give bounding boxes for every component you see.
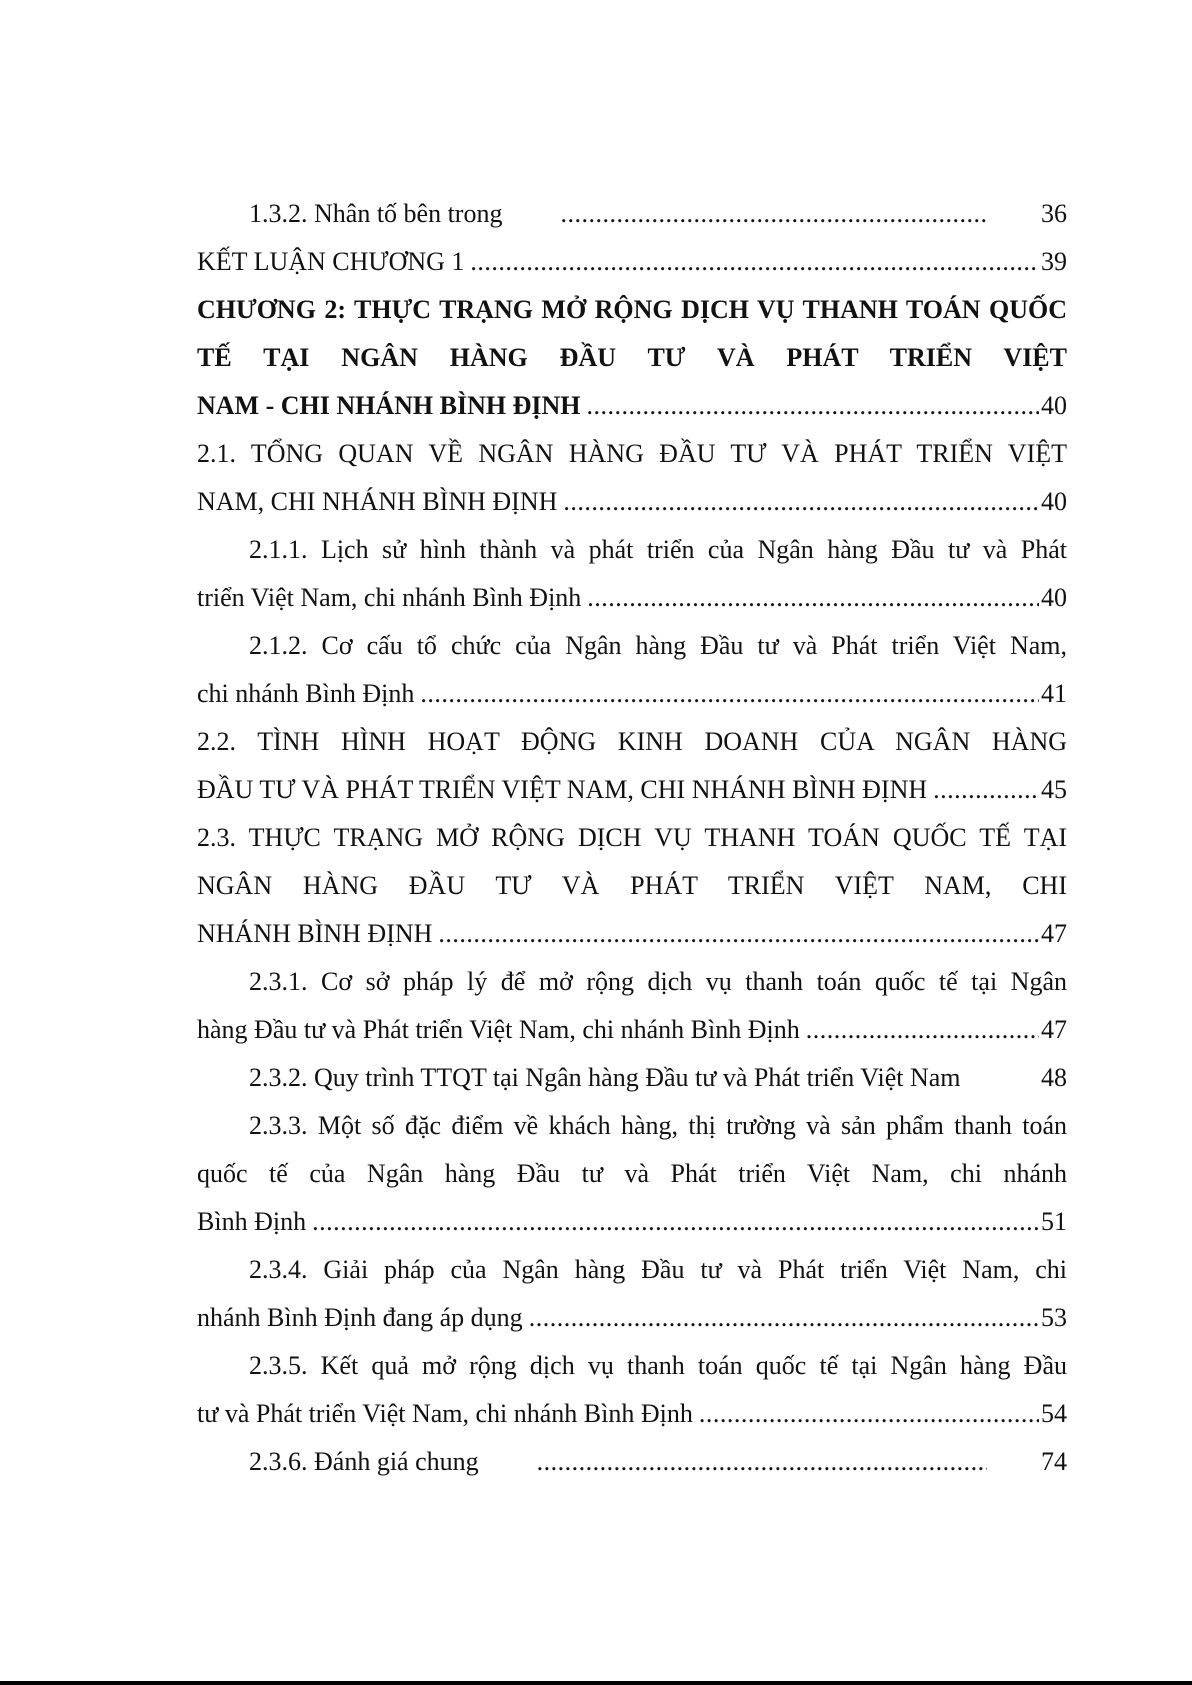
toc-entry-heading-text: [197, 1102, 1067, 1198]
toc-line: CHƯƠNG 2: THỰC TRẠNG MỞ RỘNG DỊCH VỤ THANH TOÁN: [197, 295, 981, 324]
toc-line: toán quốc tế của Ngân hàng Đầu tư và Phát triển Việt Nam, chi nhánh: [197, 1111, 1068, 1188]
toc-entry-title: Bình Định: [197, 1207, 307, 1236]
toc-leader-line: [197, 478, 1067, 526]
toc-line: 2.3.3. Một số đặc điểm về khách hàng, thị trường và sản phẩm thanh: [249, 1111, 1012, 1140]
toc-entry-title: nhánh Bình Định đang áp dụng: [197, 1303, 523, 1332]
toc-entry: [197, 526, 1067, 622]
dot-leader: [312, 1198, 1039, 1246]
toc-entry-title: NAM, CHI NHÁNH BÌNH ĐỊNH: [197, 487, 558, 516]
toc-page-number: 47: [1041, 1015, 1067, 1044]
toc-leader-line: [197, 1054, 1067, 1102]
toc-entry: [197, 958, 1067, 1054]
dot-leader: [563, 478, 1039, 526]
toc-entry-heading-text: [197, 1342, 1067, 1390]
toc-line: 2.1.1. Lịch sử hình thành và phát triển của Ngân hàng Đầu tư và Phát: [249, 535, 1067, 564]
toc-leader-line: [197, 1006, 1067, 1054]
toc-line: 2.1. TỔNG QUAN VỀ NGÂN HÀNG ĐẦU TƯ VÀ PHÁT TRIỂN VIỆT: [197, 439, 1067, 468]
toc-page-number: 40: [1041, 487, 1067, 516]
toc-page-number: 48: [1041, 1063, 1067, 1092]
dot-leader: [485, 1438, 987, 1486]
toc-entry-title: hàng Đầu tư và Phát triển Việt Nam, chi nhánh Bình Định: [197, 1015, 800, 1044]
toc-entry-title: chi nhánh Bình Định: [197, 679, 415, 708]
toc-line: QUỐC TẾ TẠI NGÂN HÀNG ĐẦU TƯ VÀ PHÁT TRIỂN VIỆT: [197, 295, 1068, 372]
toc-entry: [197, 718, 1067, 814]
toc-entry: [197, 814, 1067, 958]
toc-line: TẠI NGÂN HÀNG ĐẦU TƯ VÀ PHÁT TRIỂN VIỆT NAM, CHI: [197, 823, 1068, 900]
bottom-border: [0, 1681, 1192, 1685]
toc-entry-heading-text: [197, 1246, 1067, 1294]
toc-leader-line: [197, 1390, 1067, 1438]
toc-entry-title: 2.3.6. Đánh giá chung: [249, 1447, 479, 1476]
dot-leader: [529, 1294, 1039, 1342]
toc-leader-line: [197, 1294, 1067, 1342]
toc-entry: [197, 622, 1067, 718]
toc-leader-line: [197, 574, 1067, 622]
toc-page-number: 74: [1041, 1447, 1067, 1476]
toc-entry-title: tư và Phát triển Việt Nam, chi nhánh Bình Định: [197, 1399, 693, 1428]
toc-line: 2.3.4. Giải pháp của Ngân hàng Đầu tư và Phát triển Việt Nam, chi: [249, 1255, 1067, 1284]
toc-page-number: 47: [1041, 919, 1067, 948]
toc-entry: [197, 1054, 1067, 1102]
toc-page-number: 36: [1041, 199, 1067, 228]
toc-entry-heading-text: [197, 622, 1067, 670]
toc-page-number: 51: [1041, 1207, 1067, 1236]
toc-entry: [197, 1438, 1067, 1486]
dot-leader: [933, 766, 1039, 814]
toc-line: 2.1.2. Cơ cấu tổ chức của Ngân hàng Đầu tư và Phát triển Việt Nam,: [249, 631, 1067, 660]
toc-entry: [197, 430, 1067, 526]
toc-line: 2.3. THỰC TRẠNG MỞ RỘNG DỊCH VỤ THANH TOÁN QUỐC TẾ: [197, 823, 1012, 852]
toc-entry: [197, 1342, 1067, 1438]
dot-leader: [438, 910, 1039, 958]
toc-leader-line: [197, 1438, 1067, 1486]
dot-leader: [420, 670, 1039, 718]
toc-leader-line: [197, 766, 1067, 814]
toc-page-number: 53: [1041, 1303, 1067, 1332]
dot-leader: [699, 1390, 1039, 1438]
dot-leader: [587, 382, 1040, 430]
toc-entry-heading-text: [197, 718, 1067, 766]
toc-entry-title: 1.3.2. Nhân tố bên trong: [249, 199, 503, 228]
toc-page-number: 39: [1041, 247, 1067, 276]
toc-entry-title: NAM - CHI NHÁNH BÌNH ĐỊNH: [197, 391, 581, 420]
toc-entry: [197, 1246, 1067, 1342]
toc-line: 2.3.1. Cơ sở pháp lý để mở rộng dịch vụ thanh toán quốc tế tại Ngân: [249, 967, 1067, 996]
dot-leader: [806, 1006, 1039, 1054]
toc-entry-heading-text: [197, 526, 1067, 574]
toc-leader-line: [197, 910, 1067, 958]
toc-entry-heading-text: [197, 286, 1067, 382]
toc-entry: [197, 190, 1067, 238]
dot-leader: [470, 238, 1039, 286]
dot-leader: [508, 190, 987, 238]
toc-entry-title: 2.3.2. Quy trình TTQT tại Ngân hàng Đầu tư và Phát triển Việt Nam: [249, 1063, 961, 1092]
toc-leader-line: [197, 382, 1067, 430]
toc-entry: [197, 1102, 1067, 1246]
toc-entry-heading-text: [197, 430, 1067, 478]
toc-leader-line: [197, 1198, 1067, 1246]
toc-entry-heading-text: [197, 814, 1067, 910]
toc-leader-line: [197, 670, 1067, 718]
toc-page-number: 41: [1041, 679, 1067, 708]
toc-page-number: 40: [1041, 391, 1067, 420]
toc-page-number: 54: [1041, 1399, 1067, 1428]
toc-page-number: 40: [1041, 583, 1067, 612]
toc-entry-title: triển Việt Nam, chi nhánh Bình Định: [197, 583, 582, 612]
toc-entry-heading-text: [197, 958, 1067, 1006]
toc-entry-title: ĐẦU TƯ VÀ PHÁT TRIỂN VIỆT NAM, CHI NHÁNH BÌNH ĐỊNH: [197, 775, 928, 804]
toc-page-number: 45: [1041, 775, 1067, 804]
toc-entry: [197, 286, 1067, 430]
toc-leader-line: [197, 238, 1067, 286]
toc-line: 2.2. TÌNH HÌNH HOẠT ĐỘNG KINH DOANH CỦA NGÂN HÀNG: [197, 727, 1067, 756]
toc-line: 2.3.5. Kết quả mở rộng dịch vụ thanh toán quốc tế tại Ngân hàng Đầu: [249, 1351, 1067, 1380]
toc-entry: [197, 238, 1067, 286]
toc-leader-line: [197, 190, 1067, 238]
toc-entry-title: KẾT LUẬN CHƯƠNG 1: [197, 247, 465, 276]
dot-leader: [967, 1054, 987, 1102]
toc-entry-title: NHÁNH BÌNH ĐỊNH: [197, 919, 433, 948]
table-of-contents: [197, 190, 1067, 1486]
dot-leader: [587, 574, 1039, 622]
